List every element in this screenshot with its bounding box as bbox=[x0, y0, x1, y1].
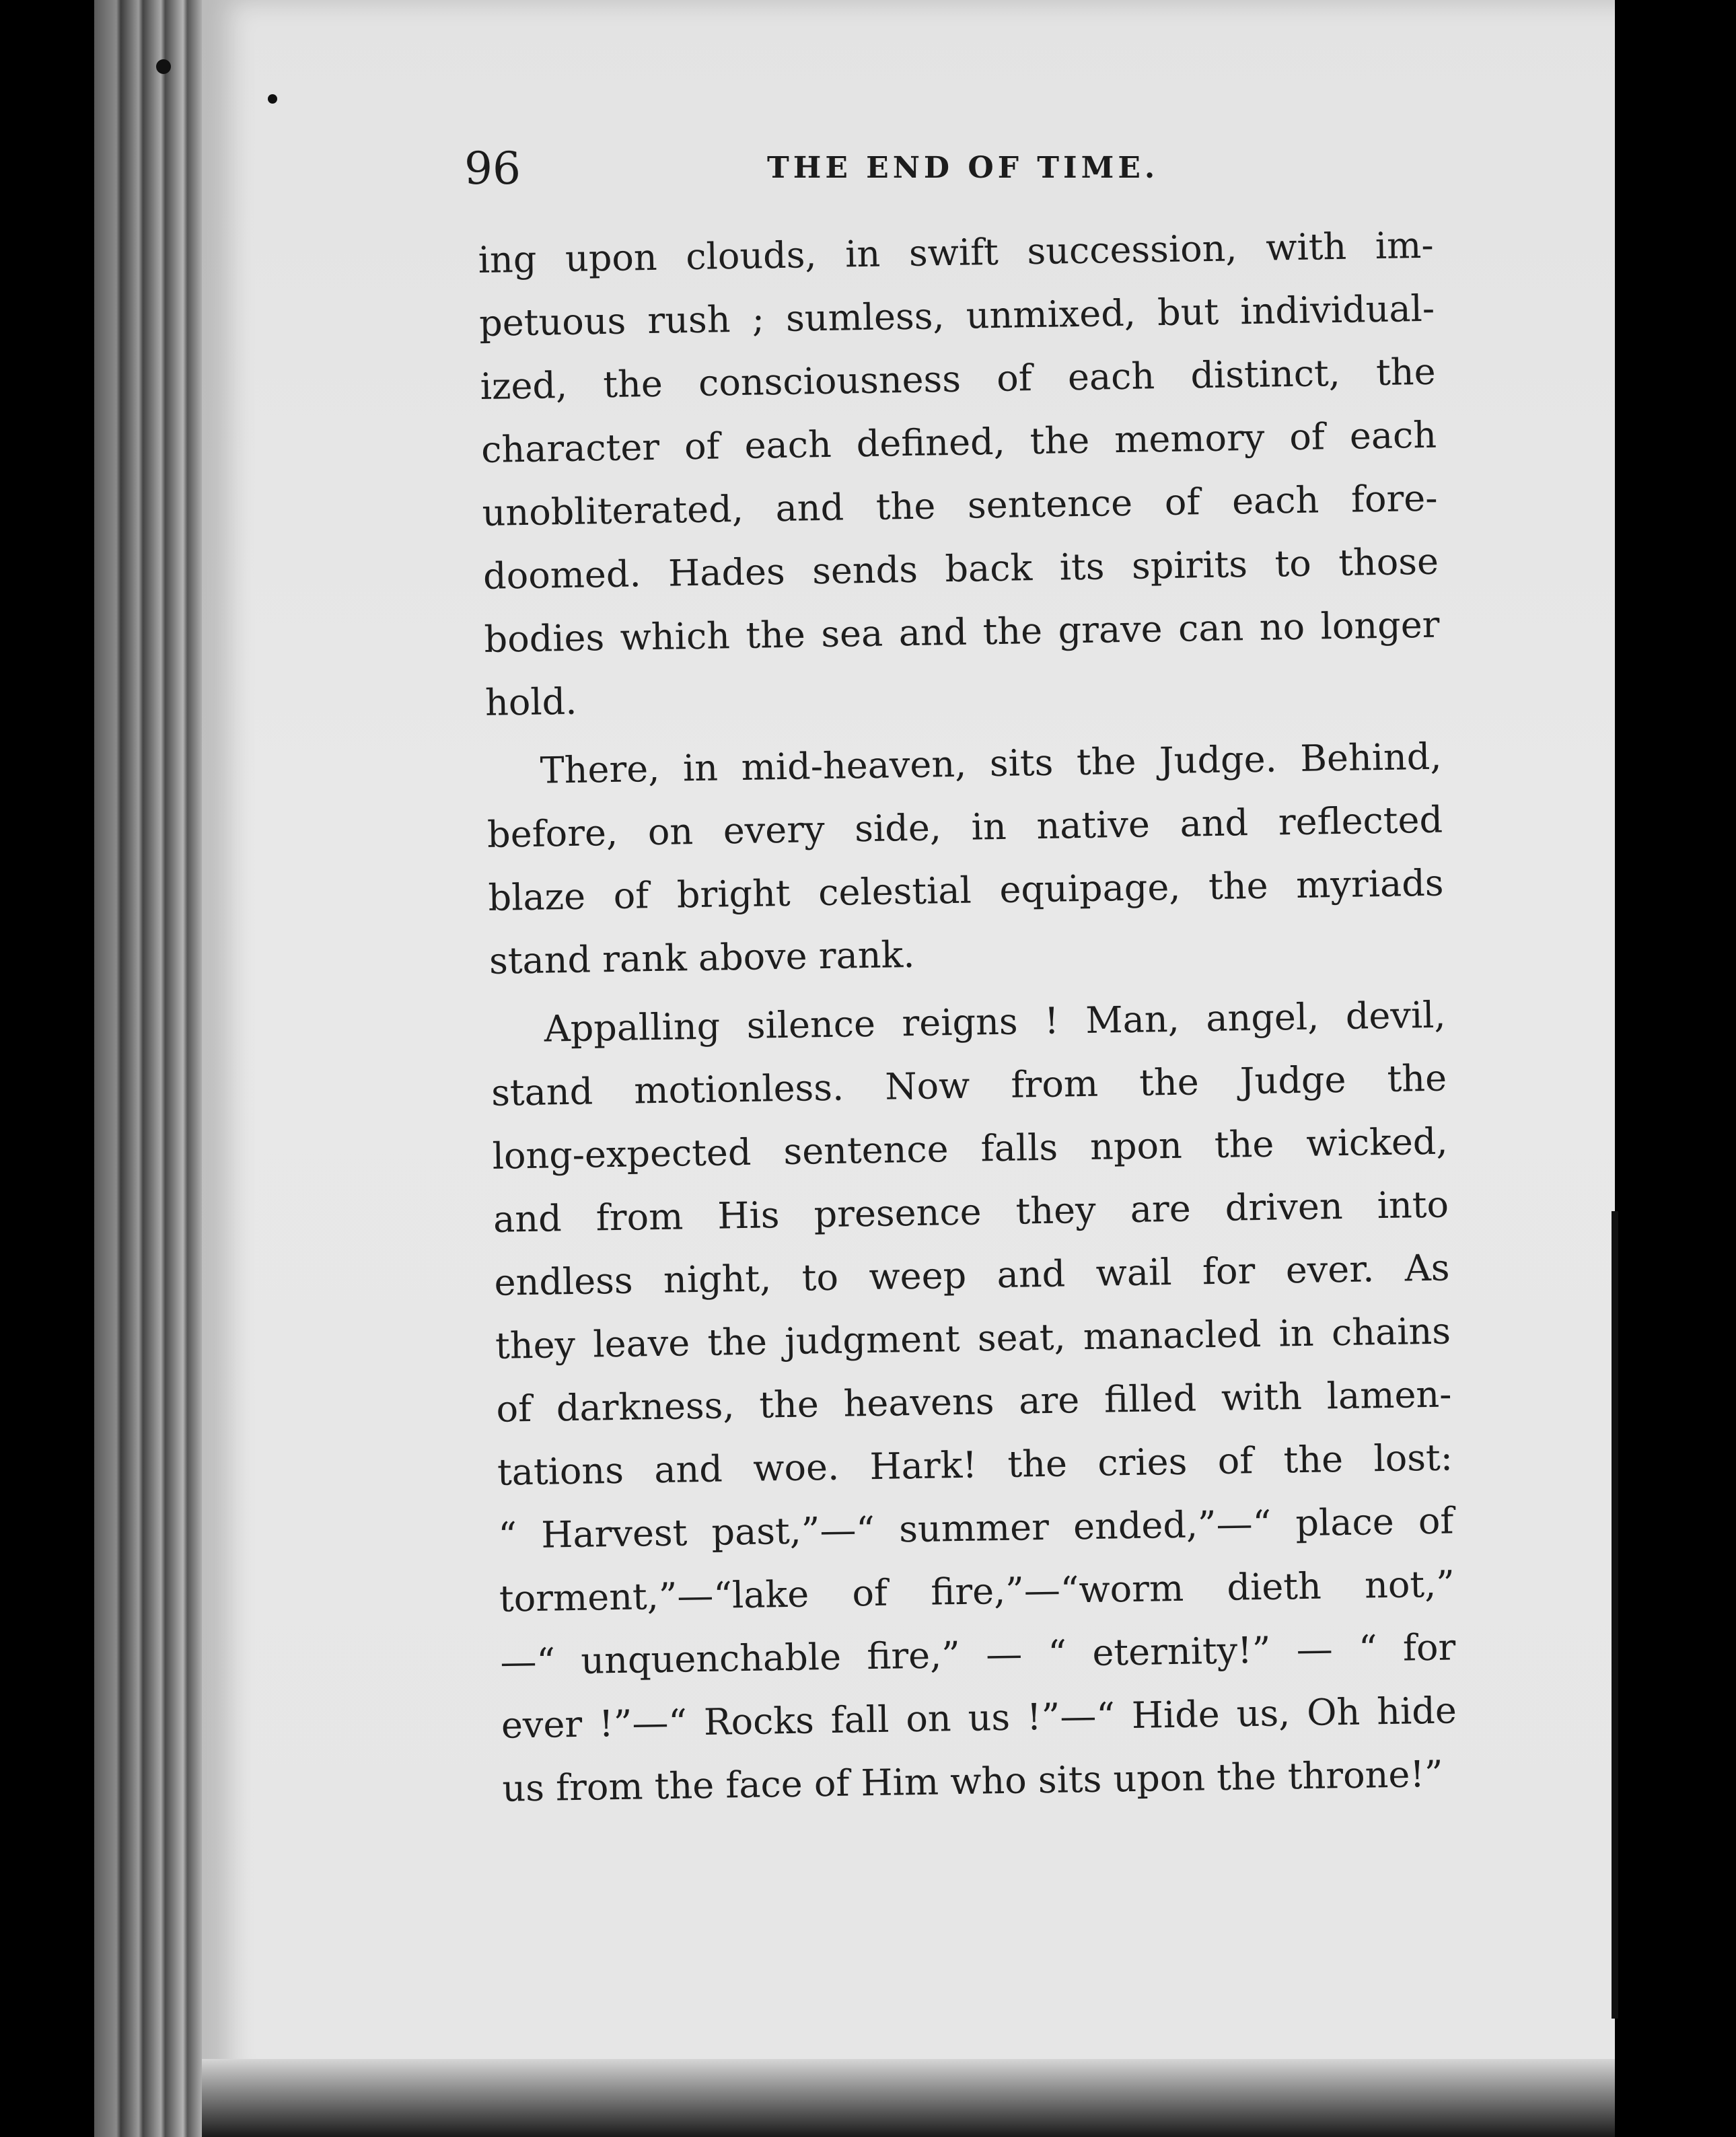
text-line: blaze of bright celestial equipage, the myriads bbox=[488, 861, 1444, 919]
text-line: us from the face of Him who sits upon the throne!” bbox=[501, 1752, 1444, 1810]
ink-speck bbox=[156, 59, 171, 74]
text-line: There, in mid-heaven, sits the Judge. Behind, bbox=[540, 735, 1442, 792]
paragraph-1 bbox=[478, 214, 1441, 735]
text-line: bodies which the sea and the grave can no longer bbox=[484, 603, 1440, 661]
text-line: doomed. Hades sends back its spirits to those bbox=[482, 540, 1439, 597]
page-bottom-shadow bbox=[202, 2059, 1628, 2137]
paragraph-3 bbox=[490, 984, 1458, 1821]
text-line: unobliterated, and the sentence of each fore- bbox=[482, 476, 1438, 534]
text-line: —“ unquenchable fire,” — “ eternity!” — “ for bbox=[499, 1626, 1456, 1683]
paragraph-2 bbox=[486, 725, 1445, 993]
text-line: long-expected sentence falls npon the wicked, bbox=[492, 1120, 1448, 1178]
text-line: tations and woe. Hark! the cries of the lost: bbox=[497, 1436, 1453, 1494]
text-line: of darkness, the heavens are filled with lamen- bbox=[496, 1373, 1452, 1430]
page-header bbox=[464, 143, 1474, 196]
text-line: before, on every side, in native and reflected bbox=[486, 798, 1443, 856]
text-line: and from His presence they are driven into bbox=[493, 1183, 1449, 1241]
text-line: stand rank above rank. bbox=[489, 933, 915, 982]
text-line: endless night, to weep and wail for ever. As bbox=[494, 1246, 1450, 1304]
text-line: hold. bbox=[484, 680, 577, 724]
page-number: 96 bbox=[464, 143, 521, 194]
text-line: stand motionless. Now from the Judge the bbox=[491, 1056, 1447, 1114]
right-margin-dark bbox=[1615, 0, 1736, 2137]
body-text bbox=[478, 214, 1458, 1821]
page-fold-line bbox=[1612, 1211, 1618, 2019]
text-line: torment,”—“lake of fire,”—“worm dieth not,” bbox=[499, 1562, 1455, 1620]
text-line: ever !”—“ Rocks fall on us !”—“ Hide us, Oh hide bbox=[501, 1689, 1457, 1747]
ink-speck bbox=[268, 94, 277, 104]
text-line: ized, the consciousness of each distinct, the bbox=[480, 350, 1437, 408]
text-line: they leave the judgment seat, manacled in chains bbox=[495, 1309, 1451, 1367]
running-title: THE END OF TIME. bbox=[767, 151, 1159, 185]
text-line: Appalling silence reigns ! Man, angel, devil, bbox=[544, 993, 1447, 1050]
text-line: ing upon clouds, in swift succession, with im- bbox=[478, 223, 1435, 281]
text-line: petuous rush ; sumless, unmixed, but individual- bbox=[478, 287, 1435, 345]
text-line: character of each defined, the memory of each bbox=[480, 413, 1437, 471]
text-line: “ Harvest past,”—“ summer ended,”—“ place of bbox=[498, 1499, 1454, 1557]
